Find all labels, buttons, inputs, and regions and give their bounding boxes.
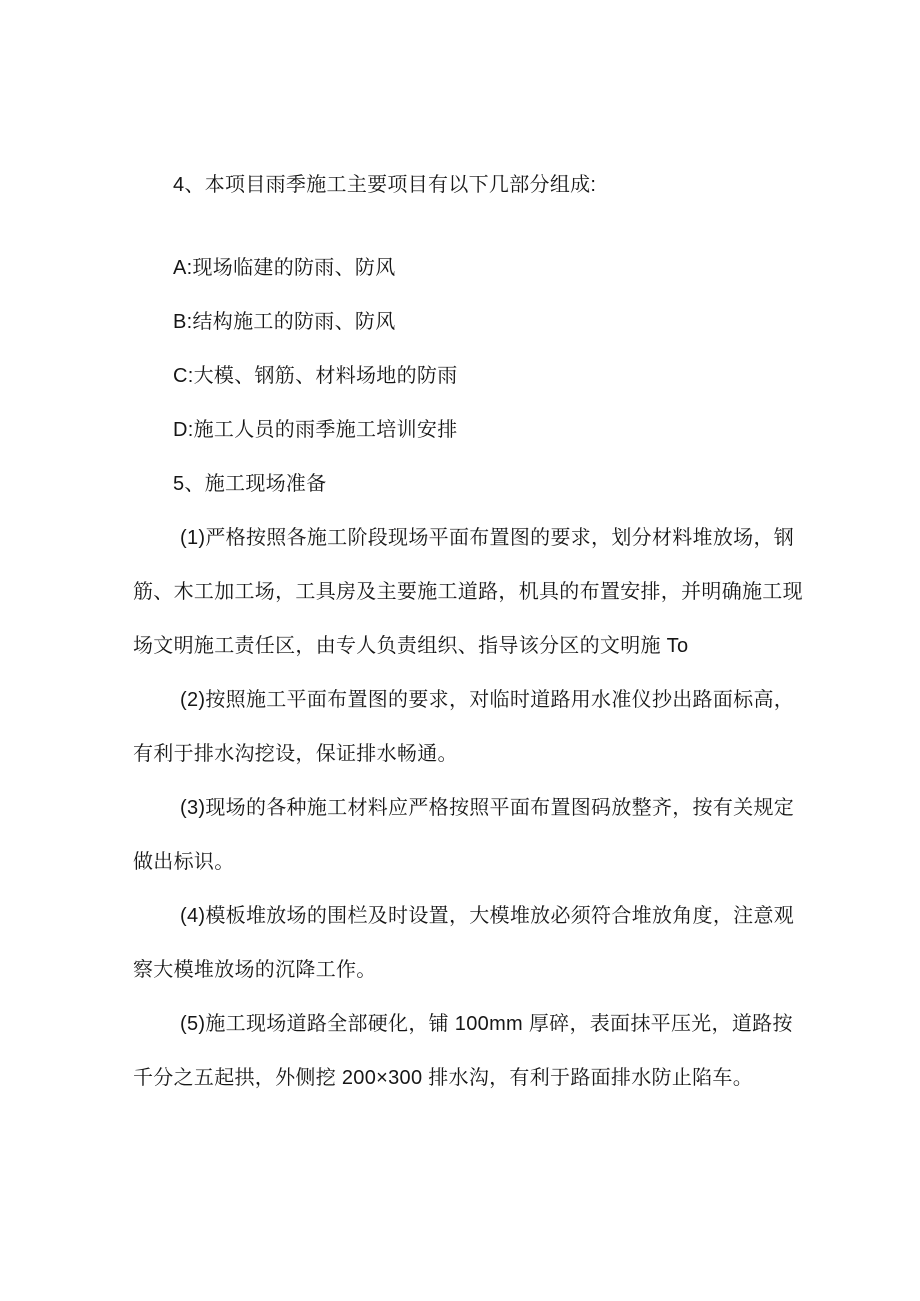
paragraph-3-line-1: (3)现场的各种施工材料应严格按照平面布置图码放整齐，按有关规定 <box>180 797 795 819</box>
list-item-a: A:现场临建的防雨、防风 <box>173 257 396 279</box>
list-item-d: D:施工人员的雨季施工培训安排 <box>173 419 458 441</box>
paragraph-1-line-3: 场文明施工责任区，由专人负责组织、指导该分区的文明施 To <box>133 635 689 657</box>
heading-item-5: 5、施工现场准备 <box>173 473 327 495</box>
paragraph-1-line-2: 筋、木工加工场，工具房及主要施工道路，机具的布置安排，并明确施工现 <box>133 581 803 603</box>
paragraph-4-line-2: 察大模堆放场的沉降工作。 <box>133 959 377 981</box>
list-item-b: B:结构施工的防雨、防风 <box>173 311 396 333</box>
paragraph-4-line-1: (4)模板堆放场的围栏及时设置，大模堆放必须符合堆放角度，注意观 <box>180 905 795 927</box>
heading-item-4: 4、本项目雨季施工主要项目有以下几部分组成: <box>173 174 597 196</box>
paragraph-2-line-1: (2)按照施工平面布置图的要求，对临时道路用水准仪抄出路面标高， <box>180 689 795 711</box>
blank-line <box>133 212 813 241</box>
document-content <box>133 158 813 1105</box>
paragraph-2-line-2: 有利于排水沟挖设，保证排水畅通。 <box>133 743 458 765</box>
paragraph-3-line-2: 做出标识。 <box>133 851 235 873</box>
list-item-c: C:大模、钢筋、材料场地的防雨 <box>173 365 458 387</box>
paragraph-5-line-2: 千分之五起拱，外侧挖 200×300 排水沟，有利于路面排水防止陷车。 <box>133 1067 754 1089</box>
paragraph-5-line-1: (5)施工现场道路全部硬化，铺 100mm 厚碎，表面抹平压光，道路按 <box>180 1013 793 1035</box>
paragraph-1-line-1: (1)严格按照各施工阶段现场平面布置图的要求，划分材料堆放场，钢 <box>180 527 795 549</box>
